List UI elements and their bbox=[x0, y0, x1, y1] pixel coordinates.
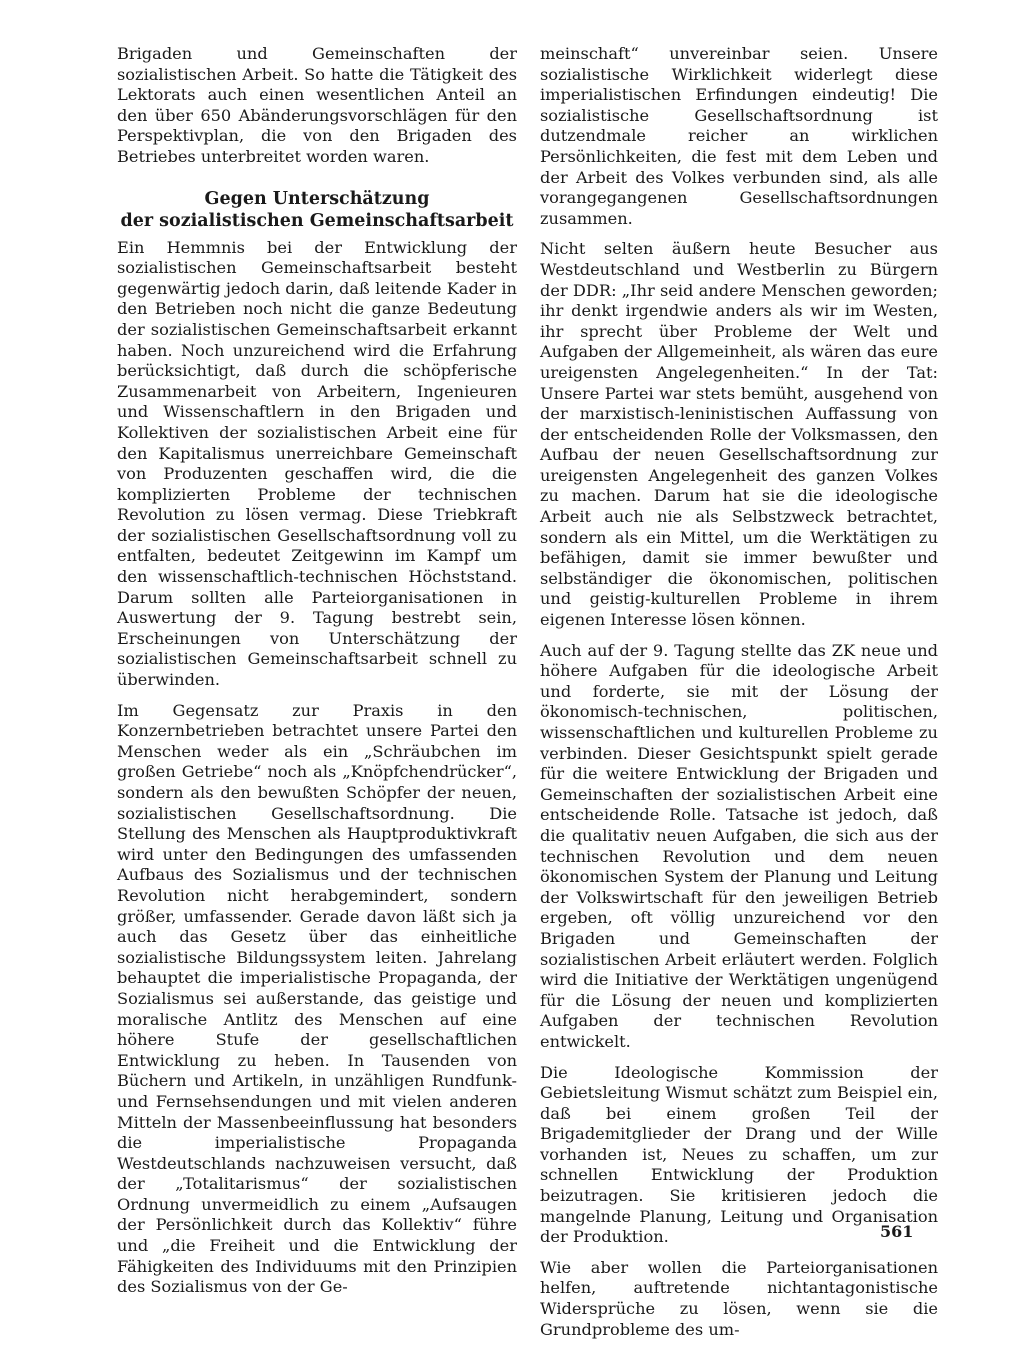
paragraph: meinschaft“ unvereinbar seien. Unsere sozialistische Wirklichkeit widerlegt diese imperialistischen Erfindungen eindeutig! Die sozialistische Gesellschaftsordnung ist dutzendmale reicher an wirklichen Persönlichkeiten, die fest mit dem Leben und der Arbeit des Volkes verbunden sind, als alle vorangegangenen Gesellschaftsordnungen zusammen. bbox=[540, 44, 938, 228]
paragraph: Im Gegensatz zur Praxis in den Konzernbetrieben betrachtet unsere Partei den Menschen weder als ein „Schräubchen im großen Getriebe“ noch als „Knöpfchendrücker“, sondern als den bewußten Schöpfer der neuen, sozialistischen Gesellschaftsordnung. Die Stellung des Menschen als Hauptproduktivkraft wird unter den Bedingungen des umfassenden Aufbaus des Sozialismus und der technischen Revolution nicht herabgemindert, sondern größer, umfassender. Gerade davon läßt sich ja auch das Gesetz über das einheitliche sozialistische Bildungssystem leiten. Jahrelang behauptet die imperialistische Propaganda, der Sozialismus sei außerstande, das geistige und moralische Antlitz des Menschen auf eine höhere Stufe der gesellschaftlichen Entwicklung zu heben. In Tausenden von Büchern und Artikeln, in unzähligen Rundfunk- und Fernsehsendungen und mit vielen anderen Mitteln der Massenbeeinflussung hat besonders die imperialistische Propaganda Westdeutschlands nachzuweisen versucht, daß der „Totalitarismus“ der sozialistischen Ordnung unvermeidlich zu einem „Aufsaugen der Persönlichkeit durch das Kollektiv“ führe und „die Freiheit und die Entwicklung der Fähigkeiten des Individuums mit den Prinzipien des Sozialismus von der Ge- bbox=[117, 700, 517, 1297]
paragraph: Auch auf der 9. Tagung stellte das ZK neue und höhere Aufgaben für die ideologische Arbeit und forderte, sie mit der Lösung der ökonomisch-technischen, politischen, wissenschaftlichen und kulturellen Probleme zu verbinden. Dieser Gesichtspunkt spielt gerade für die weitere Entwicklung der Brigaden und Gemeinschaften der sozialistischen Arbeit eine entscheidende Rolle. Tatsache ist jedoch, daß die qualitativ neuen Aufgaben, die sich aus der technischen Revolution und dem neuen ökonomischen System der Planung und Leitung der Volkswirtschaft für den jeweiligen Betrieb ergeben, oft völlig unzureichend vor den Brigaden und Gemeinschaften der sozialistischen Arbeit erläutert werden. Folglich wird die Initiative der Werktätigen ungenügend für die Lösung der neuen und komplizierten Aufgaben der technischen Revolution entwickelt. bbox=[540, 640, 938, 1051]
page-number: 561 bbox=[880, 1222, 914, 1241]
paragraph: Brigaden und Gemeinschaften der sozialistischen Arbeit. So hatte die Tätigkeit des Lektorats auch einen wesentlichen Anteil an den über 650 Abänderungsvorschlägen für den Perspektivplan, die von den Brigaden des Betriebes unterbreitet worden waren. bbox=[117, 44, 517, 166]
section-heading-line: Gegen Unterschätzung bbox=[204, 188, 430, 209]
paragraph: Ein Hemmnis bei der Entwicklung der sozialistischen Gemeinschaftsarbeit besteht gegenwärtig jedoch darin, daß leitende Kader in den Betrieben noch nicht die ganze Bedeutung der sozialistischen Gemeinschaftsarbeit erkannt haben. Noch unzureichend wird die Erfahrung berücksichtigt, daß durch die schöpferische Zusammenarbeit von Arbeitern, Ingenieuren und Wissenschaftlern in den Brigaden und Kollektiven der sozialistischen Arbeit eine für den Kapitalismus unerreichbare Gemeinschaft von Produzenten geschaffen wird, die die komplizierten Probleme der technischen Revolution zu lösen vermag. Diese Triebkraft der sozialistischen Gesellschaftsordnung voll zu entfalten, bedeutet Zeitgewinn im Kampf um den wissenschaftlich-technischen Höchststand. Darum sollten alle Parteiorganisationen in Auswertung der 9. Tagung bestrebt sein, Erscheinungen von Unterschätzung der sozialistischen Gemeinschaftsarbeit schnell zu überwinden. bbox=[117, 237, 517, 690]
left-column bbox=[117, 44, 517, 1308]
section-heading-line: der sozialistischen Gemeinschaftsarbeit bbox=[120, 210, 514, 231]
right-column bbox=[540, 44, 938, 1350]
section-heading bbox=[117, 188, 517, 232]
paragraph: Wie aber wollen die Parteiorganisationen helfen, auftretende nichtantagonistische Widersprüche zu lösen, wenn sie die Grundprobleme des um- bbox=[540, 1257, 938, 1339]
paragraph: Nicht selten äußern heute Besucher aus Westdeutschland und Westberlin zu Bürgern der DDR: „Ihr seid andere Menschen geworden; ihr denkt irgendwie anders als wir im Westen, ihr sprecht über Probleme der Welt und Aufgaben der Allgemeinheit, als wären das eure ureigensten Angelegenheiten.“ In der Tat: Unsere Partei war stets bemüht, ausgehend von der marxistisch-leninistischen Auffassung von der entscheidenden Rolle der Volksmassen, den Aufbau der neuen Gesellschaftsordnung zur ureigensten Angelegenheit des ganzen Volkes zu machen. Darum hat sie die ideologische Arbeit auch nie als Selbstzweck betrachtet, sondern als ein Mittel, um die Werktätigen zu befähigen, damit sie immer bewußter und selbständiger die ökonomischen, politischen und geistig-kulturellen Probleme in ihrem eigenen Interesse lösen können. bbox=[540, 239, 938, 630]
paragraph: Die Ideologische Kommission der Gebietsleitung Wismut schätzt zum Beispiel ein, daß bei einem großen Teil der Brigademitglieder der Drang und der Wille vorhanden ist, Neues zu schaffen, um zur schnellen Entwicklung der Produktion beizutragen. Sie kritisieren jedoch die mangelnde Planung, Leitung und Organisation der Produktion. bbox=[540, 1062, 938, 1247]
